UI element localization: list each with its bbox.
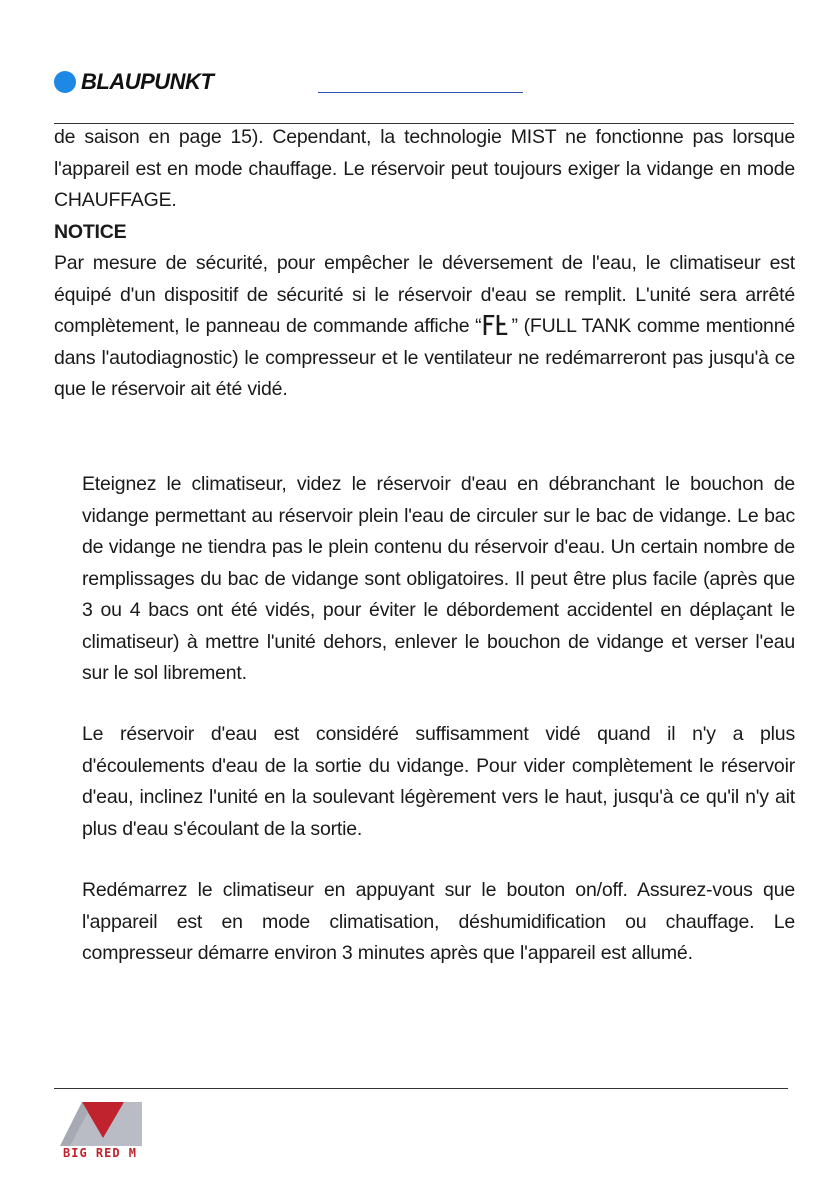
brand-name: BLAUPUNKT [81,69,214,94]
notice-paragraph [54,248,795,406]
notice-text-part1: Par mesure de sécurité, pour empêcher le déversement de l'eau, le climatiseur est équipé d'un dispositif de sécurité si le réservoir d'eau se remplit. L'unité sera arrêté complètement, le panneau de commande affiche “ [54,252,795,337]
brand-dot-icon [54,71,76,93]
step-3 [82,875,795,970]
notice-heading: NOTICE [54,220,127,243]
step-2 [82,719,795,845]
step-3-text: Redémarrez le climatiseur en appuyant sur le bouton on/off. Assurez-vous que l'appareil est en mode climatisation, déshumidification ou chauffage. Le compresseur démarre environ 3 minutes après que l'appareil est allumé. [82,879,795,964]
step-1 [82,469,795,690]
header-link-underline[interactable] [318,92,523,93]
notice-text-part2: ” (FULL TANK comme mentionné dans l'autodiagnostic) le compresseur et le ventilateur ne redémarreront pas jusqu'à ce que le réservoir ait été vidé. [54,315,795,400]
intro-paragraph: de saison en page 15). Cependant, la technologie MIST ne fonctionne pas lorsque l'appareil est en mode chauffage. Le réservoir peut toujours exiger la vidange en mode CHAUFFAGE. [54,126,795,211]
ft-display-code-icon [483,315,509,335]
footer-divider [54,1088,788,1089]
brand-logo [54,70,213,94]
step-1-text: Eteignez le climatiseur, videz le réservoir d'eau en débranchant le bouchon de vidange permettant au réservoir plein l'eau de circuler sur le bac de vidange. Le bac de vidange ne tiendra pas le plein contenu du réservoir d'eau. Un certain nombre de remplissages du bac de vidange sont obligatoires. Il peut être plus facile (après que 3 ou 4 bacs ont été vidés, pour éviter le débordement accidentel en déplaçant le climatiseur) à mettre l'unité dehors, enlever le bouchon de vidange et verser l'eau sur le sol librement. [82,473,795,684]
footer-logo-text: BIG RED M [63,1146,138,1160]
step-2-text: Le réservoir d'eau est considéré suffisamment vidé quand il n'y a plus d'écoulements d'eau de la sortie du vidange. Pour vider complètement le réservoir d'eau, inclinez l'unité en la soulevant légèrement vers le haut, jusqu'à ce qu'il n'y ait plus d'eau s'écoulant de la sortie. [82,723,795,840]
main-content [54,122,795,406]
